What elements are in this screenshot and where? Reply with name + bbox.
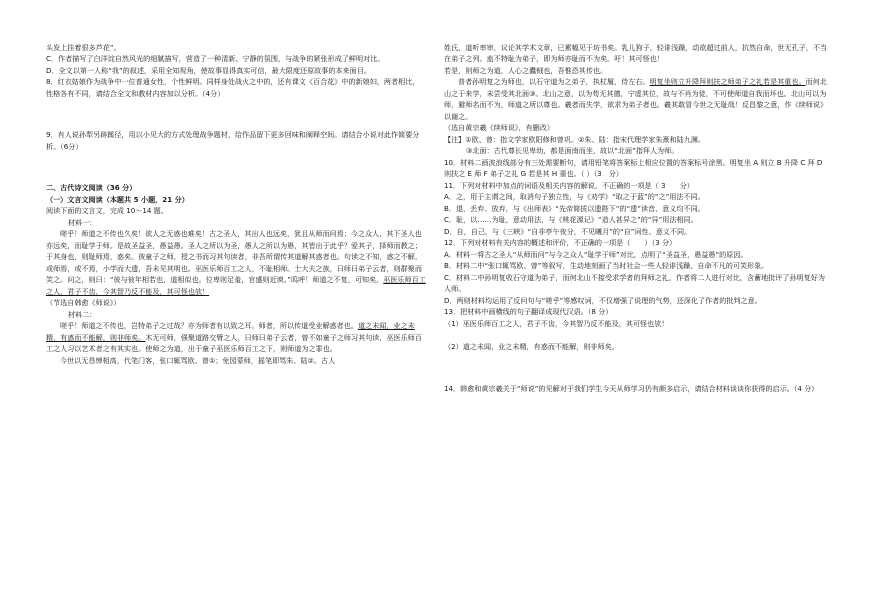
question-11-b: B．退，丢弃、放弃，与《出师表》“先帝简拔以遗陛下”的“遗”读音、意义均不同。 (444, 203, 705, 213)
question-11-c: C．耻，以……为耻，意动用法，与《桃花源记》“造人甚异之”的“异”用法相同。 (444, 215, 698, 225)
question-14: 14．韩愈和黄宗羲关于“师说”的见解对于我们学生今天从师学习仍有颇多启示，请结合材料谈谈你获得的启示。（4 分） (444, 383, 819, 393)
instruction: 阅读下面的文言文，完成 10～14 题。 (46, 206, 168, 216)
subsection-title: （一）文言文阅读（本题共 5 小题，21 分） (46, 194, 189, 204)
material-2-text (46, 320, 426, 354)
right-column (444, 42, 828, 394)
question-13-2: （2）道之未闻，业之未精，有惑而不能解，则非师矣。 (444, 342, 619, 352)
question-10: 10．材料二画波浪线部分有三处需要断句，请用铅笔将答案标上相应位置的答案标号涂黑。明复坐 A 则立 B 升降 C 拜 D 则扶之 E 师 F 弟子之礼 G 若是其 H 重也。（ ）（3 分） (444, 157, 823, 179)
question-8: 8．红衣姑娘作为战争中一位普通女性，个性鲜明。同样身处战火之中的，还有课文《百合花》中的新娘妇，两者相比，性格各有不同，请结合全文和教材内容加以分析。（4分） (46, 77, 420, 98)
paragraph-rest: 而何北山之于来学，未尝受其北面③。北山之意，以为苟无其德，宁虚其位，故与不肖为徒，不可使师道自我而坏也。北山可以为师，避师名而不为，师道之所以尊也。羲者而失学，欲求为弟子者也。羲其敢冒今世之无耻哉！反昌黎之意，作《续师说》以谢之。 (444, 77, 828, 121)
material-1-source: （节选自韩愈《师说》） (46, 298, 121, 308)
question-12-a: A．材料一将古之圣人“从师而问”与今之众人“耻学于师”对比，点明了“圣益圣，愚益愚”的原因。 (444, 249, 748, 259)
note-2: ③北面：古代尊长见卑幼，都是面南而坐，故以“北面”指拜人为师。 (466, 146, 679, 156)
question-12-d: D．两则材料均运用了反问句与“嗟乎”等感叹词，不仅增强了说理的气势，还深化了作者的批判之意。 (444, 295, 762, 305)
option-c: C．作者描写了白洋淀自然风光的细腻描写，营造了一种清新、宁静的氛围，与战争的紧张形成了鲜明对比。 (46, 54, 385, 64)
question-11-a: A．之，用于主谓之间，取消句子独立性，与《劝学》“取之于蓝”的“之”用法不同。 (444, 192, 705, 202)
question-12-b: B．材料二中“张口辄骂欧、曾”等叙写，生动地刻画了当时社会一些人轻诽浅躁、自命不凡的可笑形象。 (444, 261, 769, 271)
section-title: 二、古代诗文阅读（36 分） (46, 183, 137, 193)
question-11-d: D．自，自己，与《三峡》“自非亭午夜分，不见曦月”的“自”词性、意义不同。 (444, 226, 692, 236)
question-13: 13．把材料中画横线的句子翻译成现代汉语。（8 分） (444, 307, 613, 317)
wavy-underlined-sentence: 明复坐则立升降拜则扶之师弟子之礼若是其重也。 (649, 77, 806, 87)
material-1-text (46, 228, 426, 297)
paragraph: 若是，则师之为道，人心之蠹贼也，吾惟恐其传也。 (444, 65, 608, 75)
paragraph-start: 普者孙明复之为师也，以石守道为之弟子，执杖履，侍左右。 (458, 77, 650, 87)
material-2-source: （选自黄宗羲《续师说》，有删改） (444, 123, 554, 133)
material-2-body-b: 木无可师，强聚道路交臂之人，曰师曰弟子云者，曾不如童子之师习其句读，巫医乐师百工之人习以艺术者之有其实也。使师之为道，出于童子巫医乐师百工之下，则师道为之罪也。 (46, 332, 422, 354)
option-d: D．全文以第一人称“我”的叙述，采用全知视角，使故事显得真实可信，最大限度还原故事的本来面目。 (46, 65, 371, 75)
material-1-label: 材料一： (68, 217, 97, 227)
material-2-continued: 今世以无恳惮相高，代笔门客，张口辄骂欧、曾①；免园蒙师，摇笔即骂朱、陆②。古人 (60, 355, 336, 365)
question-9: 9．有人说孙犁另辟蹊径，用以小见大的方式处理战争题材，给作品留下更多回味和阐释空间。请结合小说对此作简要分析。（6分） (46, 130, 420, 151)
material-2-continued-right: 姓氏，道听率审，议论其学术文章，已累幅见于坊书矣。乳儿狗子，轻诽浅躁，动欲超过前人，抗然自命，世无孔子，不当在弟子之列。盍不特耻为弟子，即为师亦耻而不为矣。吁！其可怪也！ (444, 43, 828, 64)
material-1-body: 嗟乎！师道之不传也久矣！欲人之无惑也难矣！古之圣人，其出人也远矣，犹且从师而问焉；今之众人，其下圣人也亦远矣，而耻学于师。是故圣益圣，愚益愚。圣人之所以为圣，愚人之所以为愚，其皆出于此乎？爱其子，择师而教之；于其身也，则耻师焉，惑矣。彼童子之师，授之书而习其句读者，非吾所谓传其道解其惑者也。句读之不知，惑之不解，或师焉，或不焉，小学而大遗，吾未见其明也。巫医乐师百工之人，不耻相师。士大夫之族，曰师曰弟子云者，则群聚而笑之。问之，则曰：“彼与彼年相若也，道相似也。位卑则足羞，官盛则近谀。”呜呼！师道之不复，可知矣。 (46, 229, 422, 285)
question-12-c: C．材料二中孙明复收石守道为弟子，而何北山不接受求学者的拜师之礼，作者将二人进行对比，含蓄地批评了孙明复好为人师。 (444, 272, 825, 294)
paragraph: 头发上挂着很多芦花”。 (46, 43, 121, 52)
material-2-body-a: 嗟乎！师道之不传也，岂特弟子之过哉？亦为师者有以致之耳。师者，所以传道受业解惑者也。 (60, 321, 358, 331)
material-2-underlined: 道之未闻，业之未精，有惑而不能解，则非师矣。 (46, 321, 415, 342)
question-12: 12．下列对材料有关内容的概述和评价，不正确的一项是（ ）（3 分） (444, 238, 677, 248)
question-11: 11．下列对材料中加点的词语及相关内容的解说，不正确的一项是（ 3 分） (444, 180, 694, 190)
left-column (46, 42, 426, 366)
material-1-underlined: 巫医乐师百工之人，君子不齿，今其智乃反不能及，其可怪也欤！ (46, 275, 426, 296)
material-2-label: 材料二： (68, 309, 97, 319)
material-2-paragraph (444, 76, 828, 122)
question-13-1: （1）巫医乐师百工之人，君子不齿，今其智乃反不能及，其可怪也欤！ (444, 318, 669, 328)
note-1: 【注】①欧、曾：指文学家欧阳修和曾巩。②朱、陆：指宋代理学家朱熹和陆九渊。 (444, 134, 705, 144)
